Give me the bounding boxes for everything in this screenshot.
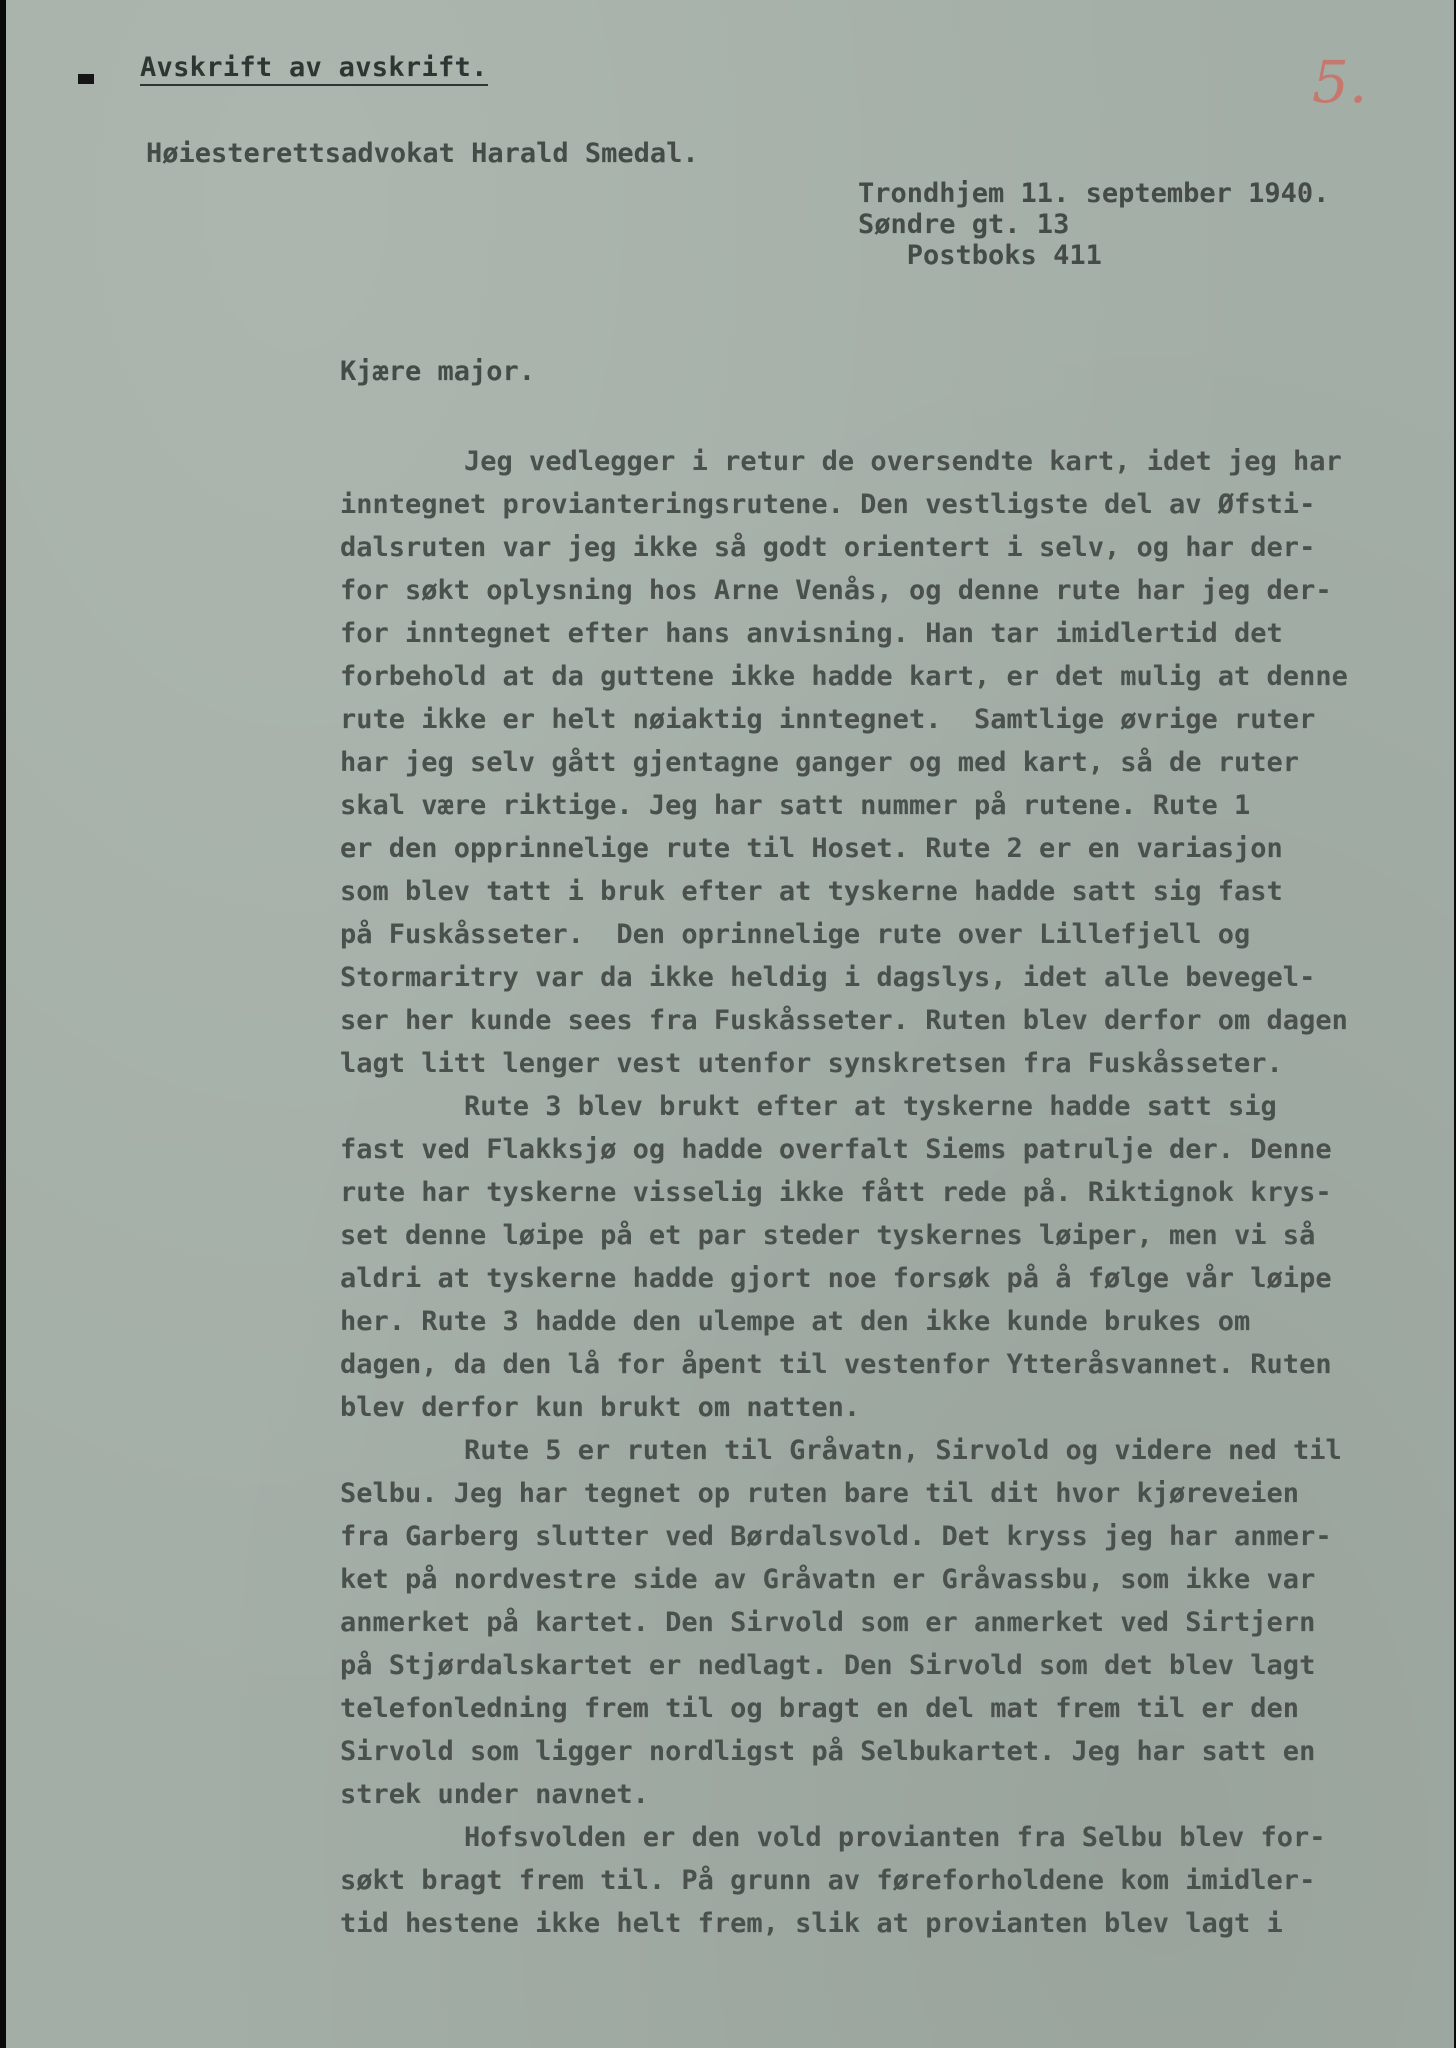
text-line: Selbu. Jeg har tegnet op ruten bare til dit hvor kjøreveien [340,1478,1300,1509]
address-block [858,178,1329,271]
paragraph [340,1816,1430,1945]
text-line: rute har tyskerne visselig ikke fått rede på. Riktignok krys- [340,1177,1332,1208]
text-line: har jeg selv gått gjentagne ganger og med kart, så de ruter [340,747,1300,778]
address-line-postbox: Postboks 411 [858,240,1102,271]
text-line: dalsruten var jeg ikke så godt orientert i selv, og har der- [340,532,1316,563]
text-line: set denne løipe på et par steder tyskernes løiper, men vi så [340,1220,1316,1251]
text-line: ser her kunde sees fra Fuskåsseter. Ruten blev derfor om dagen [340,1005,1348,1036]
text-line: Rute 3 blev brukt efter at tyskerne hadde satt sig [464,1091,1277,1122]
text-line: er den opprinnelige rute til Hoset. Rute 2 er en variasjon [340,833,1283,864]
text-line: tid hestene ikke helt frem, slik at provianten blev lagt i [340,1908,1283,1939]
salutation: Kjære major. [340,356,536,387]
text-line: forbehold at da guttene ikke hadde kart, er det mulig at denne [340,661,1348,692]
text-line: her. Rute 3 hadde den ulempe at den ikke kunde brukes om [340,1306,1251,1337]
text-line: dagen, da den lå for åpent til vestenfor Ytteråsvannet. Ruten [340,1349,1332,1380]
text-line: anmerket på kartet. Den Sirvold som er anmerket ved Sirtjern [340,1607,1316,1638]
text-line: Rute 5 er ruten til Gråvatn, Sirvold og videre ned til [464,1435,1342,1466]
address-line-date: Trondhjem 11. september 1940. [858,178,1330,209]
text-line: rute ikke er helt nøiaktig inntegnet. Samtlige øvrige ruter [340,704,1316,735]
sender-line: Høiesterettsadvokat Harald Smedal. [146,138,699,169]
text-line: på Fuskåsseter. Den oprinnelige rute over Lillefjell og [340,919,1251,950]
paragraph [340,440,1430,1085]
text-line: strek under navnet. [340,1779,649,1810]
text-line: telefonledning frem til og bragt en del mat frem til er den [340,1693,1300,1724]
text-line: for inntegnet efter hans anvisning. Han tar imidlertid det [340,618,1283,649]
text-line: fast ved Flakksjø og hadde overfalt Siems patrulje der. Denne [340,1134,1332,1165]
text-line: fra Garberg slutter ved Børdalsvold. Det kryss jeg har anmer- [340,1521,1332,1552]
document-page [6,0,1454,2048]
text-line: blev derfor kun brukt om natten. [340,1392,861,1423]
paragraph [340,1085,1430,1429]
text-line: skal være riktige. Jeg har satt nummer på rutene. Rute 1 [340,790,1251,821]
text-line: ket på nordvestre side av Gråvatn er Gråvassbu, som ikke var [340,1564,1316,1595]
text-line: Stormaritry var da ikke heldig i dagslys, idet alle bevegel- [340,962,1316,993]
text-line: Hofsvolden er den vold provianten fra Selbu blev for- [464,1822,1326,1853]
page-number: 5. [1312,48,1368,116]
letter-body [340,440,1430,1945]
text-line: som blev tatt i bruk efter at tyskerne hadde satt sig fast [340,876,1283,907]
paragraph [340,1429,1430,1816]
address-line-street: Søndre gt. 13 [858,209,1070,240]
edge-mark [78,74,94,84]
text-line: Sirvold som ligger nordligst på Selbukartet. Jeg har satt en [340,1736,1316,1767]
text-line: for søkt oplysning hos Arne Venås, og denne rute har jeg der- [340,575,1332,606]
text-line: på Stjørdalskartet er nedlagt. Den Sirvold som det blev lagt [340,1650,1316,1681]
text-line: inntegnet provianteringsrutene. Den vestligste del av Øfsti- [340,489,1316,520]
text-line: Jeg vedlegger i retur de oversendte kart, idet jeg har [464,446,1342,477]
document-heading: Avskrift av avskrift. [140,52,488,86]
text-line: lagt litt lenger vest utenfor synskretsen fra Fuskåsseter. [340,1048,1283,1079]
text-line: aldri at tyskerne hadde gjort noe forsøk på å følge vår løipe [340,1263,1332,1294]
text-line: søkt bragt frem til. På grunn av føreforholdene kom imidler- [340,1865,1316,1896]
